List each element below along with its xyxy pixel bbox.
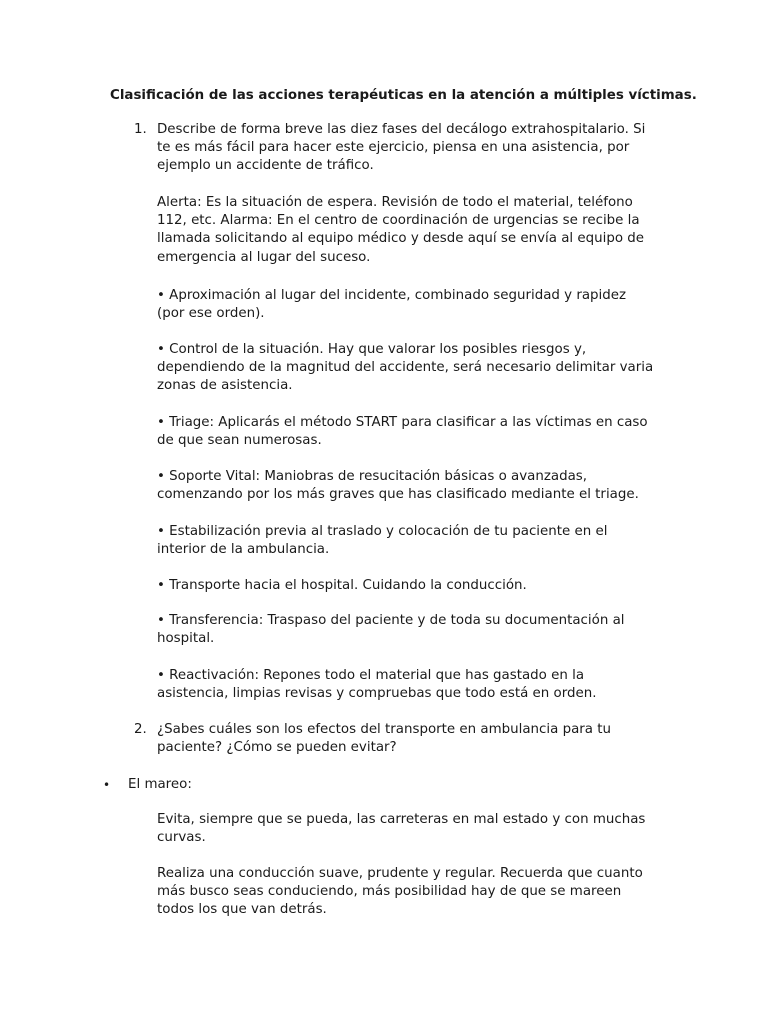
list-number-1: 1. xyxy=(134,122,147,137)
fase-soporte-vital: • Soporte Vital: Maniobras de resucitación básicas o avanzadas, comenzando por los más graves que has clasificado mediante el triage. xyxy=(157,469,639,503)
mareo-heading: El mareo: xyxy=(128,777,192,792)
mareo-paragraph-2: Realiza una conducción suave, prudente y regular. Recuerda que cuanto más busco seas conduciendo, más posibilidad hay de que se mareen todos los que van detrás. xyxy=(157,866,643,918)
document-title: Clasificación de las acciones terapéuticas en la atención a múltiples víctimas. xyxy=(110,88,697,103)
fase-reactivacion: • Reactivación: Repones todo el material que has gastado en la asistencia, limpias revisas y compruebas que todo está en orden. xyxy=(157,668,597,702)
alerta-paragraph: Alerta: Es la situación de espera. Revisión de todo el material, teléfono 112, etc. Alarma: En el centro de coordinación de urgencias se recibe la llamada solicitando al equipo médico y desde aquí se envía al equipo de emergencia al lugar del suceso. xyxy=(157,195,645,265)
fase-triage: • Triage: Aplicarás el método START para clasificar a las víctimas en caso de que sean numerosas. xyxy=(157,415,648,449)
fase-aproximacion: • Aproximación al lugar del incidente, combinado seguridad y rapidez (por ese orden). xyxy=(157,288,627,322)
list-number-2: 2. xyxy=(134,722,147,737)
fase-control: • Control de la situación. Hay que valorar los posibles riesgos y, dependiendo de la magnitud del accidente, será necesario delimitar varia zonas de asistencia. xyxy=(157,342,654,394)
fase-estabilizacion: • Estabilización previa al traslado y colocación de tu paciente en el interior de la ambulancia. xyxy=(157,524,608,558)
fase-transferencia: • Transferencia: Traspaso del paciente y de toda su documentación al hospital. xyxy=(157,613,625,647)
mareo-paragraph-1: Evita, siempre que se pueda, las carreteras en mal estado y con muchas curvas. xyxy=(157,812,646,846)
fase-transporte: • Transporte hacia el hospital. Cuidando la conducción. xyxy=(157,578,527,593)
question-2: ¿Sabes cuáles son los efectos del transporte en ambulancia para tu paciente? ¿Cómo se pueden evitar? xyxy=(157,722,611,756)
bullet-icon: • xyxy=(103,778,111,792)
question-1: Describe de forma breve las diez fases del decálogo extrahospitalario. Si te es más fácil para hacer este ejercicio, piensa en una asistencia, por ejemplo un accidente de tráfico. xyxy=(157,122,646,174)
